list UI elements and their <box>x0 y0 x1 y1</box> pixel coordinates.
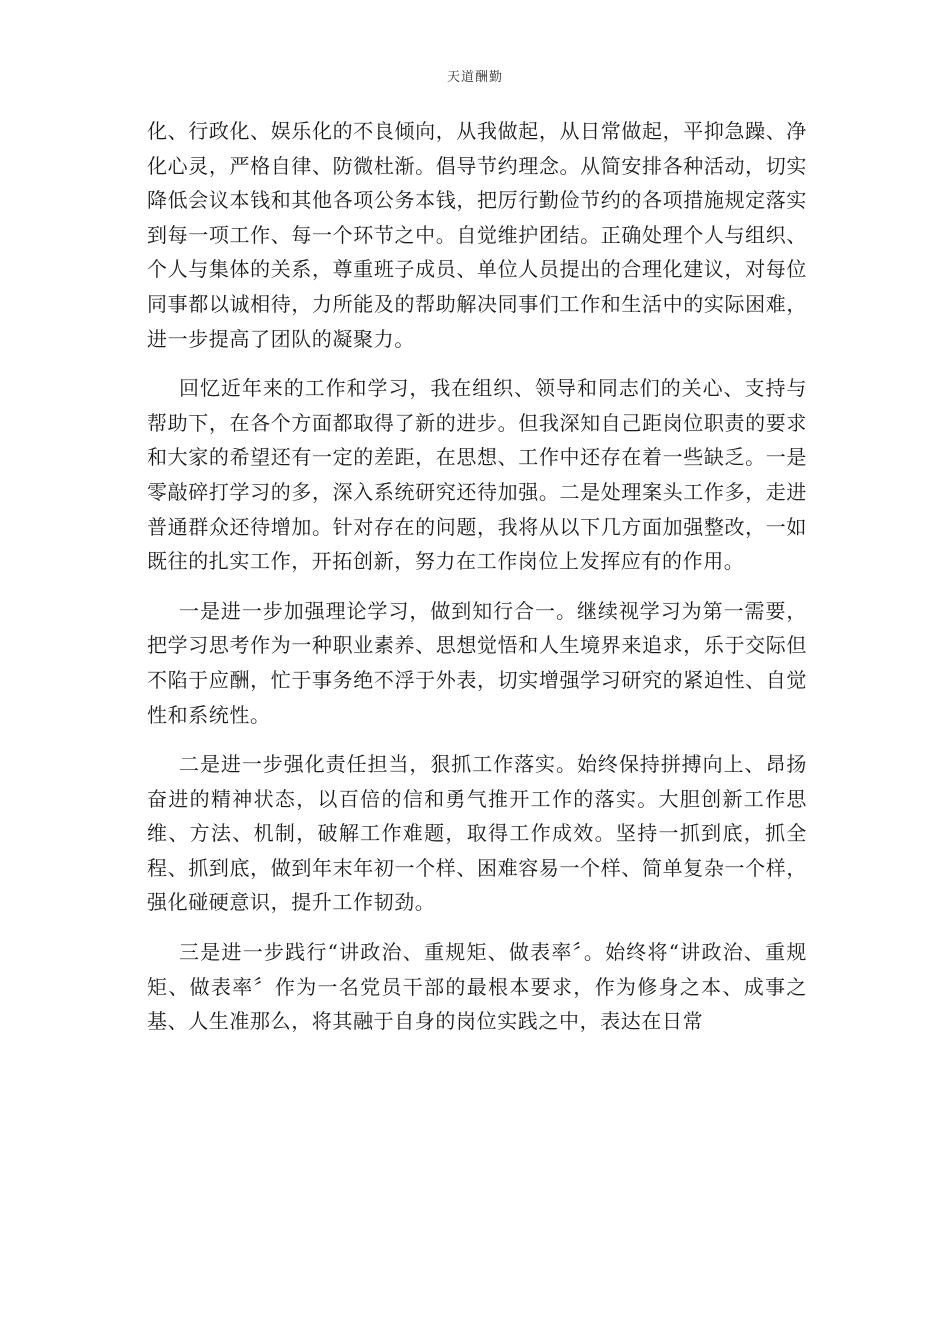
page-header: 天道酬勤 <box>446 70 503 85</box>
paragraph-4: 二是进一步强化责任担当，狠抓工作落实。始终保持拼搏向上、昂扬奋进的精神状态，以百倍的信和勇气推开工作的落实。大胆创新工作思维、方法、机制，破解工作难题，取得工作成效。坚持一抓到底，抓全程、抓到底，做到年末年初一个样、困难容易一个样、简单复杂一个样，强化碰硬意识，提升工作韧劲。 <box>147 752 807 915</box>
paragraph-1: 化、行政化、娱乐化的不良倾向，从我做起，从日常做起，平抑急躁、净化心灵，严格自律、防微杜渐。倡导节约理念。从简安排各种活动，切实降低会议本钱和其他各项公务本钱，把厉行勤俭节约的各项措施规定落实到每一项工作、每一个环节之中。自觉维护团结。正确处理个人与组织、个人与集体的关系，尊重班子成员、单位人员提出的合理化建议，对每位同事都以诚相待，力所能及的帮助解决同事们工作和生活中的实际困难，进一步提高了团队的凝聚力。 <box>147 119 807 351</box>
document-body <box>147 114 807 1054</box>
paragraph-5: 三是进一步践行“讲政治、重规矩、做表率〞。始终将“讲政治、重规矩、做表率〞作为一名党员干部的最根本要求，作为修身之本、成事之基、人生准那么，将其融于自身的岗位实践之中，表达在日常 <box>147 940 807 1034</box>
paragraph-2: 回忆近年来的工作和学习，我在组织、领导和同志们的关心、支持与帮助下，在各个方面都取得了新的进步。但我深知自己距岗位职责的要求和大家的希望还有一定的差距，在思想、工作中还存在着一些缺乏。一是零敲碎打学习的多，深入系统研究还待加强。二是处理案头工作多，走进普通群众还待增加。针对存在的问题，我将从以下几方面加强整改，一如既往的扎实工作，开拓创新，努力在工作岗位上发挥应有的作用。 <box>147 376 807 574</box>
paragraph-3: 一是进一步加强理论学习，做到知行合一。继续视学习为第一需要，把学习思考作为一种职业素养、思想觉悟和人生境界来追求，乐于交际但不陷于应酬，忙于事务绝不浮于外表，切实增强学习研究的紧迫性、自觉性和系统性。 <box>147 598 807 727</box>
